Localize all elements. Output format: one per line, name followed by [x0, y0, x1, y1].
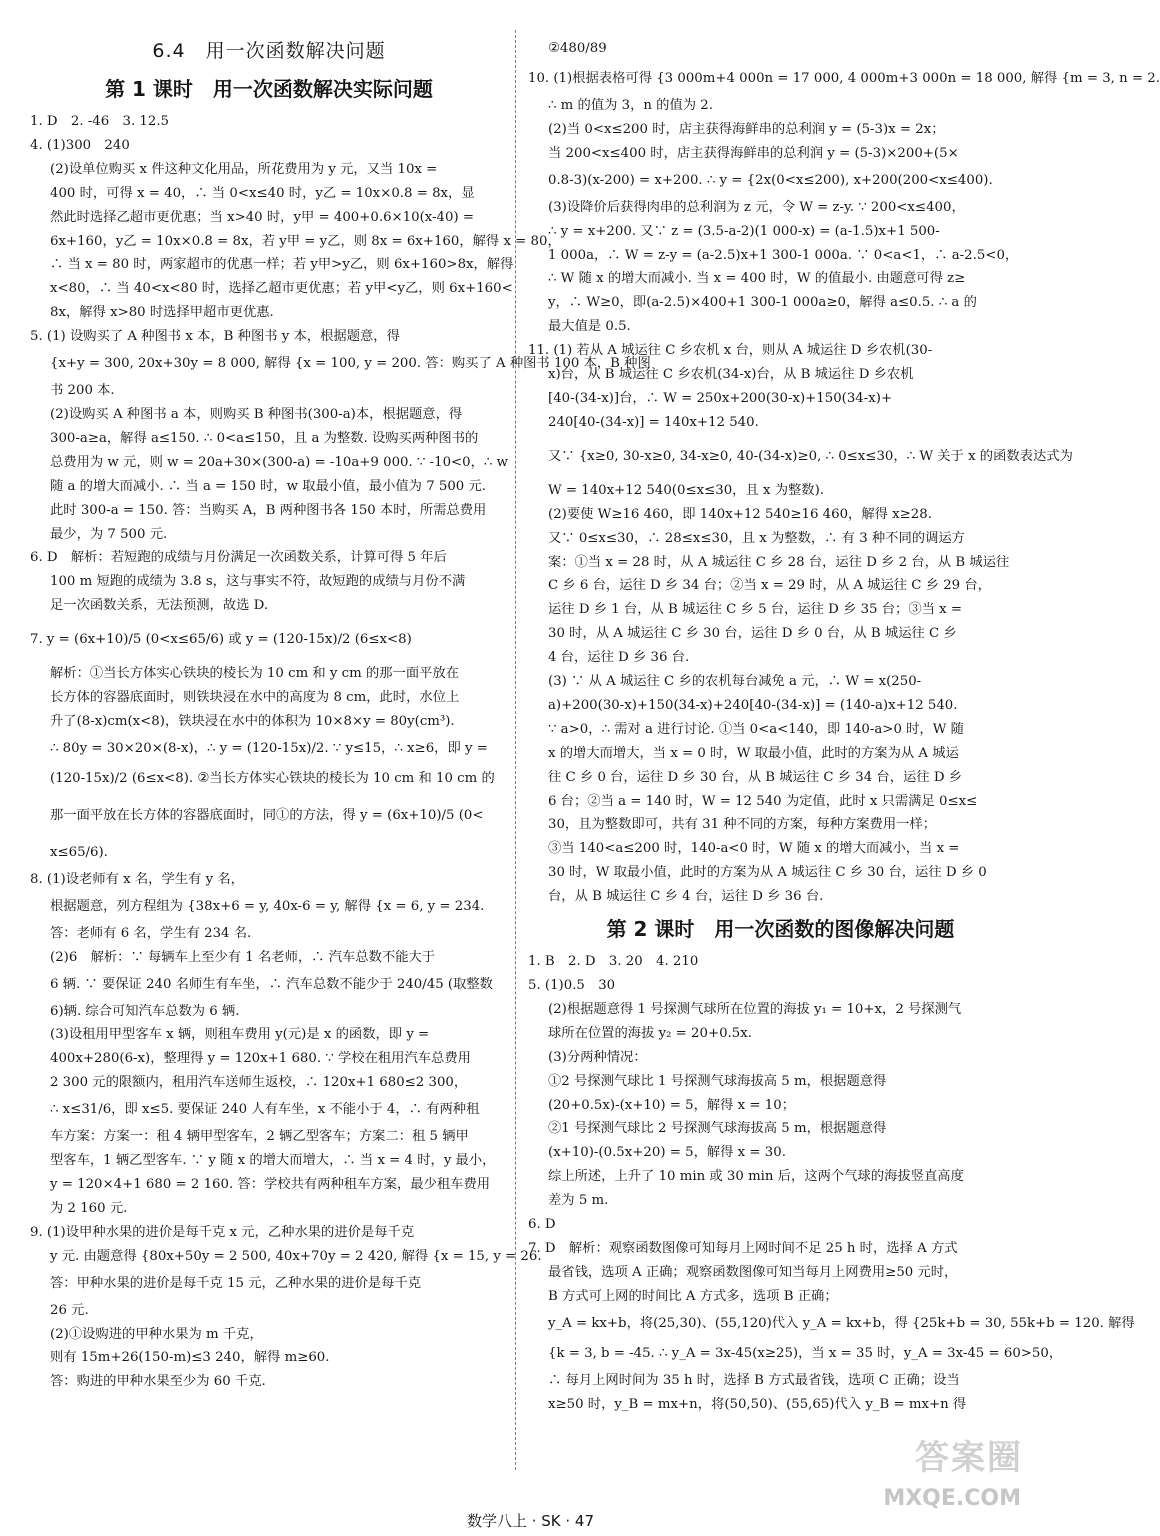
- answer-line: 5. (1) 设购买了 A 种图书 x 本，B 种图书 y 本，根据题意，得: [30, 329, 400, 345]
- answer-line: ②1 号探测气球比 2 号探测气球海拔高 5 m，根据题意得: [548, 1121, 887, 1137]
- answer-line: (2)①设购进的甲种水果为 m 千克，: [50, 1326, 263, 1342]
- answer-line: 那一面平放在长方体的容器底面时，同①的方法，得 y = (6x+10)/5 (0<: [50, 807, 484, 823]
- answer-line: 26 元.: [50, 1302, 89, 1318]
- section-title: 6.4 用一次函数解决问题: [152, 40, 386, 62]
- answer-line: ∴ y = x+200. 又∵ z = (3.5-a-2)(1 000-x) = (a-1.5)x+1 500-: [548, 223, 940, 239]
- answer-line: 总费用为 w 元，则 w = 20a+30×(300-a) = -10a+9 000. ∵ -10<0，∴ w: [50, 454, 509, 470]
- answer-line: 升了(8-x)cm(x<8)，铁块浸在水中的体积为 10×8×y = 80y(cm³).: [50, 713, 455, 729]
- answer-line: 30，且为整数即可，共有 31 种不同的方案，每种方案费用一样；: [548, 817, 937, 833]
- answer-line: B 方式可上网的时间比 A 方式多，选项 B 正确；: [548, 1288, 838, 1304]
- answer-line: ∴ 当 x = 80 时，两家超市的优惠一样；若 y甲>y乙，则 6x+160>8x，解得: [50, 257, 514, 273]
- answer-line: (2)设购买 A 种图书 a 本，则购买 B 种图书(300-a)本，根据题意，得: [50, 406, 463, 422]
- answer-line: 6 辆. ∵ 要保证 240 名师生有车坐，∴ 汽车总数不能少于 240/45 (取整数: [50, 976, 493, 992]
- answer-line: [40-(34-x)]台，∴ W = 250x+200(30-x)+150(34-x)+: [548, 390, 893, 406]
- answer-line: W = 140x+12 540(0≤x≤30，且 x 为整数).: [548, 482, 825, 498]
- answer-line: 运往 D 乡 1 台，从 B 城运往 C 乡 5 台，运往 D 乡 35 台；③当 x =: [548, 602, 963, 618]
- answer-line: 然此时选择乙超市更优惠；当 x>40 时，y甲 = 400+0.6×10(x-40) =: [50, 209, 475, 225]
- answer-line: 6 台；②当 a = 140 时，W = 12 540 为定值，此时 x 只需满足 0≤x≤: [548, 793, 978, 809]
- answer-line: 30 时，从 A 城运往 C 乡 30 台，运往 D 乡 0 台，从 B 城运往 C 乡: [548, 626, 957, 642]
- answer-line: 最少，为 7 500 元.: [50, 526, 168, 542]
- answer-line: 答：购进的甲种水果至少为 60 千克.: [50, 1374, 266, 1390]
- answer-line: {k = 3, b = -45. ∴ y_A = 3x-45(x≥25)，当 x = 35 时，y_A = 3x-45 = 60>50，: [548, 1345, 1063, 1361]
- right-answers: [528, 34, 1160, 909]
- answer-line: (2)设单位购买 x 件这种文化用品，所花费用为 y 元，又当 10x =: [50, 161, 438, 177]
- answer-line: 240[40-(34-x)] = 140x+12 540.: [548, 414, 759, 430]
- answer-line: 2 300 元的限额内，租用汽车送师生返校，∴ 120x+1 680≤2 300，: [50, 1075, 468, 1091]
- answer-line: 5. (1)0.5 30: [528, 978, 616, 993]
- answer-line: (2)当 0<x≤200 时，店主获得海鲜串的总利润 y = (5-3)x = 2x；: [548, 121, 945, 137]
- answer-line: 足一次函数关系，无法预测，故选 D.: [50, 598, 269, 614]
- answer-line: 4. (1)300 240: [30, 137, 130, 153]
- answer-line: ∴ 每月上网时间为 35 h 时，选择 B 方式最省钱，选项 C 正确；设当: [548, 1372, 960, 1388]
- answer-line: x 的增大而增大，当 x = 0 时，W 取最小值，此时的方案为从 A 城运: [548, 745, 959, 761]
- answer-line: 随 a 的增大而减小. ∴ 当 a = 150 时，w 取最小值，最小值为 7 500 元.: [50, 478, 487, 494]
- answer-line: 车方案：方案一：租 4 辆甲型客车，2 辆乙型客车；方案二：租 5 辆甲: [50, 1129, 469, 1145]
- answer-line: 1 000a，∴ W = z-y = (a-2.5)x+1 300-1 000a. ∵ 0<a<1，∴ a-2.5<0，: [548, 247, 1019, 263]
- answer-line: 11. (1) 若从 A 城运往 C 乡农机 x 台，则从 A 城运往 D 乡农机(30-: [528, 343, 933, 359]
- answer-line: (3)分两种情况：: [548, 1049, 647, 1065]
- answer-line: ②480/89: [548, 41, 607, 56]
- answer-line: ③当 140<a≤200 时，140-a<0 时，W 随 x 的增大而减小，当 x =: [548, 841, 960, 857]
- answer-line: x)台，从 B 城运往 C 乡农机(34-x)台，从 B 城运往 D 乡农机: [548, 367, 914, 383]
- answer-line: 则有 15m+26(150-m)≤3 240，解得 m≥60.: [50, 1350, 330, 1366]
- answer-line: 此时 300-a = 150. 答：当购买 A，B 两种图书各 150 本时，所需总费用: [50, 502, 487, 518]
- answer-line: 综上所述，上升了 10 min 或 30 min 后，这两个气球的海拔竖直高度: [548, 1169, 964, 1185]
- answer-line: y 元. 由题意得 {80x+50y = 2 500, 40x+70y = 2 420, 解得 {x = 15, y = 26.: [50, 1248, 542, 1264]
- answer-line: (20+0.5x)-(x+10) = 5，解得 x = 10；: [548, 1097, 795, 1113]
- answer-line: 8x，解得 x>80 时选择甲超市更优惠.: [50, 305, 274, 321]
- answer-line: x≤65/6).: [50, 844, 108, 860]
- answer-line: 答：老师有 6 名，学生有 234 名.: [50, 925, 252, 941]
- answer-line: 1. B 2. D 3. 20 4. 210: [528, 954, 699, 970]
- answer-line: 9. (1)设甲种水果的进价是每千克 x 元，乙种水果的进价是每千克: [30, 1224, 415, 1240]
- answer-line: 4 台，运往 D 乡 36 台.: [548, 650, 690, 666]
- watermark-logo: 答案圈: [915, 1438, 1023, 1478]
- answer-line: ①2 号探测气球比 1 号探测气球海拔高 5 m，根据题意得: [548, 1073, 887, 1089]
- answer-line: 7. y = (6x+10)/5 (0<x≤65/6) 或 y = (120-15x)/2 (6≤x<8): [30, 632, 412, 648]
- answer-line: 往 C 乡 0 台，运往 D 乡 30 台，从 B 城运往 C 乡 34 台，运往 D 乡: [548, 769, 963, 785]
- answer-line: 根据题意，列方程组为 {38x+6 = y, 40x-6 = y, 解得 {x = 6, y = 234.: [50, 898, 485, 914]
- answer-line: 球所在位置的海拔 y₂ = 20+0.5x.: [548, 1025, 752, 1041]
- answer-line: {x+y = 300, 20x+30y = 8 000, 解得 {x = 100, y = 200. 答：购买了 A 种图书 100 本，B 种图: [50, 356, 651, 372]
- right-column: [528, 34, 1160, 1417]
- answer-line: 书 200 本.: [50, 383, 115, 399]
- answer-line: y_A = kx+b，将(25,30)、(55,120)代入 y_A = kx+b，得 {25k+b = 30, 55k+b = 120. 解得: [548, 1315, 1135, 1331]
- answer-line: 解析：①当长方体实心铁块的棱长为 10 cm 和 y cm 的那一面平放在: [50, 666, 460, 682]
- answer-line: 当 200<x≤400 时，店主获得海鲜串的总利润 y = (5-3)×200+(5×: [548, 145, 959, 161]
- answer-line: x≥50 时，y_B = mx+n，将(50,50)、(55,65)代入 y_B = mx+n 得: [548, 1396, 967, 1412]
- answer-line: 长方体的容器底面时，则铁块浸在水中的高度为 8 cm，此时，水位上: [50, 690, 460, 706]
- answer-line: 300-a≥a，解得 a≤150. ∴ 0<a≤150，且 a 为整数. 设购买两种图书的: [50, 430, 479, 446]
- answer-line: 6. D 解析：若短跑的成绩与月份满足一次函数关系，计算可得 5 年后: [30, 550, 447, 566]
- answer-line: ∴ W 随 x 的增大而减小. 当 x = 400 时，W 的值最小. 由题意可得 z≥: [548, 271, 966, 287]
- answer-line: a)+200(30-x)+150(34-x)+240[40-(34-x)] = (140-a)x+12 540.: [548, 697, 958, 713]
- answer-line: ∵ a>0，∴ 需对 a 进行讨论. ①当 0<a<140，即 140-a>0 时，W 随: [548, 721, 964, 737]
- answer-line: 30 时，W 取最小值，此时的方案为从 A 城运往 C 乡 30 台，运往 D 乡 0: [548, 865, 987, 881]
- answer-line: 10. (1)根据表格可得 {3 000m+4 000n = 17 000, 4 000m+3 000n = 18 000, 解得 {m = 3, n = 2.: [528, 71, 1160, 86]
- answer-line: y = 120×4+1 680 = 2 160. 答：学校共有两种租车方案，最少租车费用: [50, 1177, 491, 1192]
- answer-line: ∴ 80y = 30×20×(8-x)，∴ y = (120-15x)/2. ∵ y≤15，∴ x≥6，即 y =: [50, 740, 488, 756]
- answer-line: 最省钱，选项 A 正确；观察函数图像可知当每月上网费用≥50 元时，: [548, 1264, 958, 1280]
- answer-line: 6x+160，y乙 = 10x×0.8 = 8x，若 y甲 = y乙，则 8x = 6x+160，解得 x = 80，: [50, 233, 561, 249]
- answer-line: 差为 5 m.: [548, 1193, 609, 1209]
- watermark-url: MXQE.COM: [883, 1486, 1021, 1511]
- answer-line: 答：甲种水果的进价是每千克 15 元，乙种水果的进价是每千克: [50, 1275, 422, 1291]
- lesson-1-title: 第 1 课时 用一次函数解决实际问题: [105, 77, 433, 101]
- answer-line: 案：①当 x = 28 时，从 A 城运往 C 乡 28 台，运往 D 乡 2 台，从 B 城运往: [548, 554, 1010, 570]
- answer-line: 6)辆. 综合可知汽车总数为 6 辆.: [50, 1003, 240, 1019]
- answer-line: (2)要使 W≥16 460，即 140x+12 540≥16 460，解得 x≥28.: [548, 506, 932, 522]
- right-answers-lesson-2: [528, 950, 1135, 1416]
- answer-line: 台，从 B 城运往 C 乡 4 台，运往 D 乡 36 台.: [548, 889, 824, 905]
- answer-line: 为 2 160 元.: [50, 1200, 128, 1216]
- answer-line: ∴ m 的值为 3，n 的值为 2.: [548, 98, 713, 113]
- answer-line: (3)设降价后获得肉串的总利润为 z 元，令 W = z-y. ∵ 200<x≤400，: [548, 199, 965, 215]
- answer-line: x<80，∴ 当 40<x<80 时，选择乙超市更优惠；若 y甲<y乙，则 6x+160<: [50, 281, 513, 297]
- answer-line: y，∴ W≥0，即(a-2.5)×400+1 300-1 000a≥0，解得 a≤0.5. ∴ a 的: [548, 295, 977, 311]
- answer-line: ∴ x≤31/6，即 x≤5. 要保证 240 人有车坐，x 不能小于 4，∴ 有两种租: [50, 1102, 480, 1118]
- answer-line: 最大值是 0.5.: [548, 319, 631, 335]
- answer-line: 100 m 短跑的成绩为 3.8 s，这与事实不符，故短跑的成绩与月份不满: [50, 574, 466, 590]
- answer-line: 400 时，可得 x = 40，∴ 当 0<x≤40 时，y乙 = 10x×0.8 = 8x，显: [50, 185, 475, 201]
- answer-line: 8. (1)设老师有 x 名，学生有 y 名，: [30, 871, 244, 887]
- page-footer: 数学八上 · SK · 47: [466, 1512, 595, 1530]
- lesson-2-title: 第 2 课时 用一次函数的图像解决问题: [606, 917, 955, 942]
- answer-line: (120-15x)/2 (6≤x<8). ②当长方体实心铁块的棱长为 10 cm 和 10 cm 的: [50, 770, 495, 786]
- answer-line: 7. D 解析：观察函数图像可知每月上网时间不足 25 h 时，选择 A 方式: [528, 1240, 958, 1256]
- answer-line: (2)6 解析：∵ 每辆车上至少有 1 名老师，∴ 汽车总数不能大于: [50, 949, 436, 965]
- answer-line: 又∵ {x≥0, 30-x≥0, 34-x≥0, 40-(34-x)≥0, ∴ 0≤x≤30，∴ W 关于 x 的函数表达式为: [548, 448, 1073, 464]
- answer-line: C 乡 6 台，运往 D 乡 34 台；②当 x = 29 时，从 A 城运往 C 乡 29 台，: [548, 578, 991, 594]
- answer-line: 型客车，1 辆乙型客车. ∵ y 随 x 的增大而增大，∴ 当 x = 4 时，y 最小，: [50, 1153, 496, 1169]
- answer-line: 0.8-3)(x-200) = x+200. ∴ y = {2x(0<x≤200), x+200(200<x≤400).: [548, 172, 993, 188]
- answer-line: (3)设租用甲型客车 x 辆，则租车费用 y(元)是 x 的函数，即 y =: [50, 1027, 430, 1043]
- answer-line: (2)根据题意得 1 号探测气球所在位置的海拔 y₁ = 10+x，2 号探测气: [548, 1001, 962, 1017]
- answer-line: 又∵ 0≤x≤30，∴ 28≤x≤30，且 x 为整数，∴ 有 3 种不同的调运方: [548, 530, 965, 546]
- answer-line: 6. D: [528, 1217, 556, 1233]
- answer-line: 400x+280(6-x)，整理得 y = 120x+1 680. ∵ 学校在租用汽车总费用: [50, 1051, 471, 1067]
- answer-line: 1. D 2. -46 3. 12.5: [30, 114, 170, 129]
- answer-line: (3) ∵ 从 A 城运往 C 乡的农机每台减免 a 元，∴ W = x(250-: [548, 674, 922, 690]
- answer-line: (x+10)-(0.5x+20) = 5，解得 x = 30.: [548, 1145, 786, 1161]
